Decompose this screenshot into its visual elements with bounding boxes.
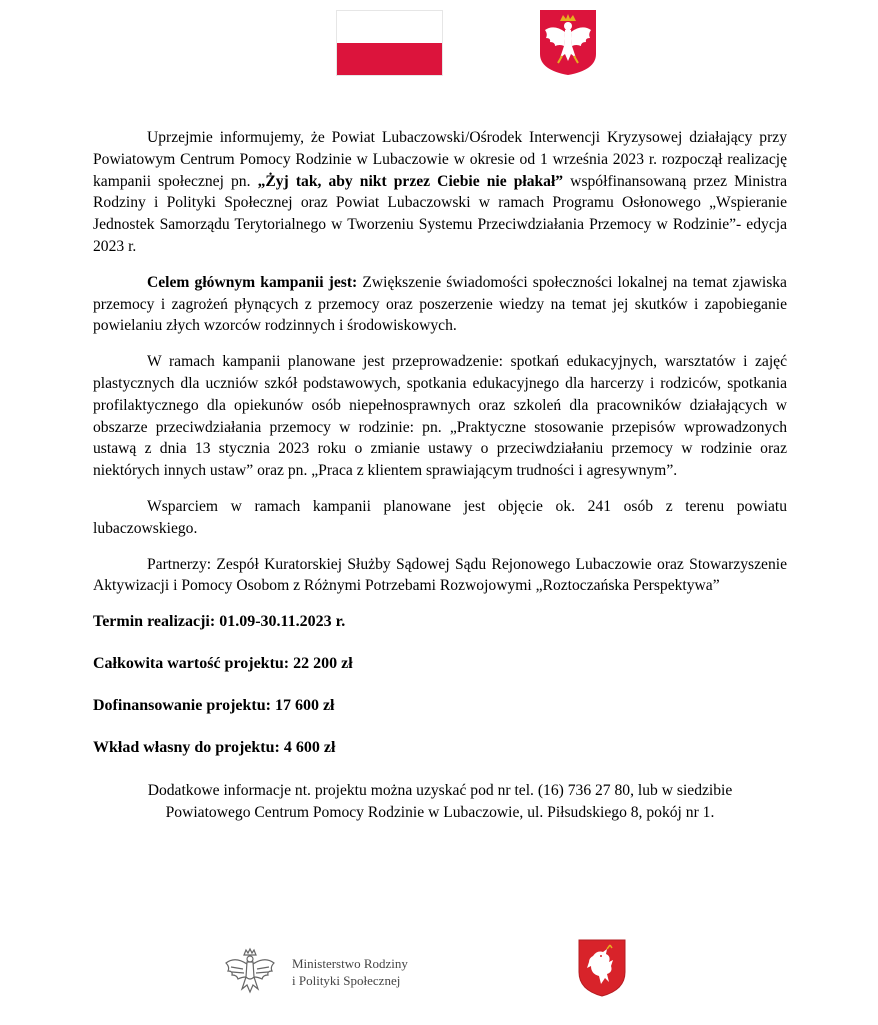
activities-paragraph: W ramach kampanii planowane jest przeprowadzenie: spotkań edukacyjnych, warsztatów i zajęć plastycznych dla uczniów szkół podstawowych, spotkania edukacyjnego dla harcerzy i rodziców, spotkania profilaktycznego dla opiekunów osób niepełnosprawnych oraz szkoleń dla pracowników działających w obszarze przeciwdziałania przemocy w rodzinie: pn. „Praktyczne stosowanie przepisów wprowadzonych ustawą z dnia 13 stycznia 2023 roku o zmianie ustawy o przeciwdziałaniu przemocy w rodzinie oraz niektórych innych ustaw” oraz pn. „Praca z klientem sprawiającym trudności i agresywnym”. [93, 353, 787, 480]
contact-info [93, 780, 787, 824]
project-total-value: Całkowita wartość projektu: 22 200 zł [93, 654, 353, 672]
county-coat-of-arms-icon [577, 938, 627, 998]
ministry-eagle-icon [223, 945, 277, 997]
project-period: Termin realizacji: 01.09-30.11.2023 r. [93, 613, 346, 631]
ministry-name: Ministerstwo Rodziny i Polityki Społecznej [292, 956, 408, 988]
polish-eagle-emblem-icon [538, 8, 598, 76]
intro-paragraph: Uprzejmie informujemy, że Powiat Lubaczowski/Ośrodek Interwencji Kryzysowej działający przy Powiatowym Centrum Pomocy Rodzinie w Lubaczowie w okresie od 1 września 2023 r. rozpoczął realizację kampanii społecznej pn. „Żyj tak, aby nikt przez Ciebie nie płakał” współfinansowaną przez Ministra Rodziny i Polityki Społecznej oraz Powiat Lubaczowski w ramach Programu Osłonowego „Wspieranie Jednostek Samorządu Terytorialnego w Tworzeniu Systemu Przeciwdziałania Przemocy w Rodzinie”- edycja 2023 r. [93, 129, 787, 255]
project-funding: Dofinansowanie projektu: 17 600 zł [93, 696, 335, 714]
goal-paragraph: Celem głównym kampanii jest: Zwiększenie świadomości społeczności lokalnej na temat zjawiska przemocy i zagrożeń płynących z przemocy oraz poszerzenie wiedzy na temat jej skutków i zapobieganie powielaniu złych wzorców rodzinnych i środowiskowych. [93, 273, 787, 335]
partners-paragraph: Partnerzy: Zespół Kuratorskiej Służby Sądowej Sądu Rejonowego Lubaczowie oraz Stowarzyszenie Aktywizacji i Pomocy Osobom z Różnymi Potrzebami Rozwojowymi „Roztoczańska Perspektywa” [93, 555, 787, 595]
contact-info-line-2: Powiatowego Centrum Pomocy Rodzinie w Lubaczowie, ul. Piłsudskiego 8, pokój nr 1. [165, 804, 715, 822]
project-own-contribution: Wkład własny do projektu: 4 600 zł [93, 738, 336, 756]
support-paragraph: Wsparciem w ramach kampanii planowane jest objęcie ok. 241 osób z terenu powiatu lubaczowskiego. [93, 497, 787, 537]
announcement-body [93, 127, 787, 824]
polish-flag-icon [336, 10, 443, 76]
contact-info-line-1: Dodatkowe informacje nt. projektu można uzyskać pod nr tel. (16) 736 27 80, lub w siedzibie [147, 782, 733, 800]
